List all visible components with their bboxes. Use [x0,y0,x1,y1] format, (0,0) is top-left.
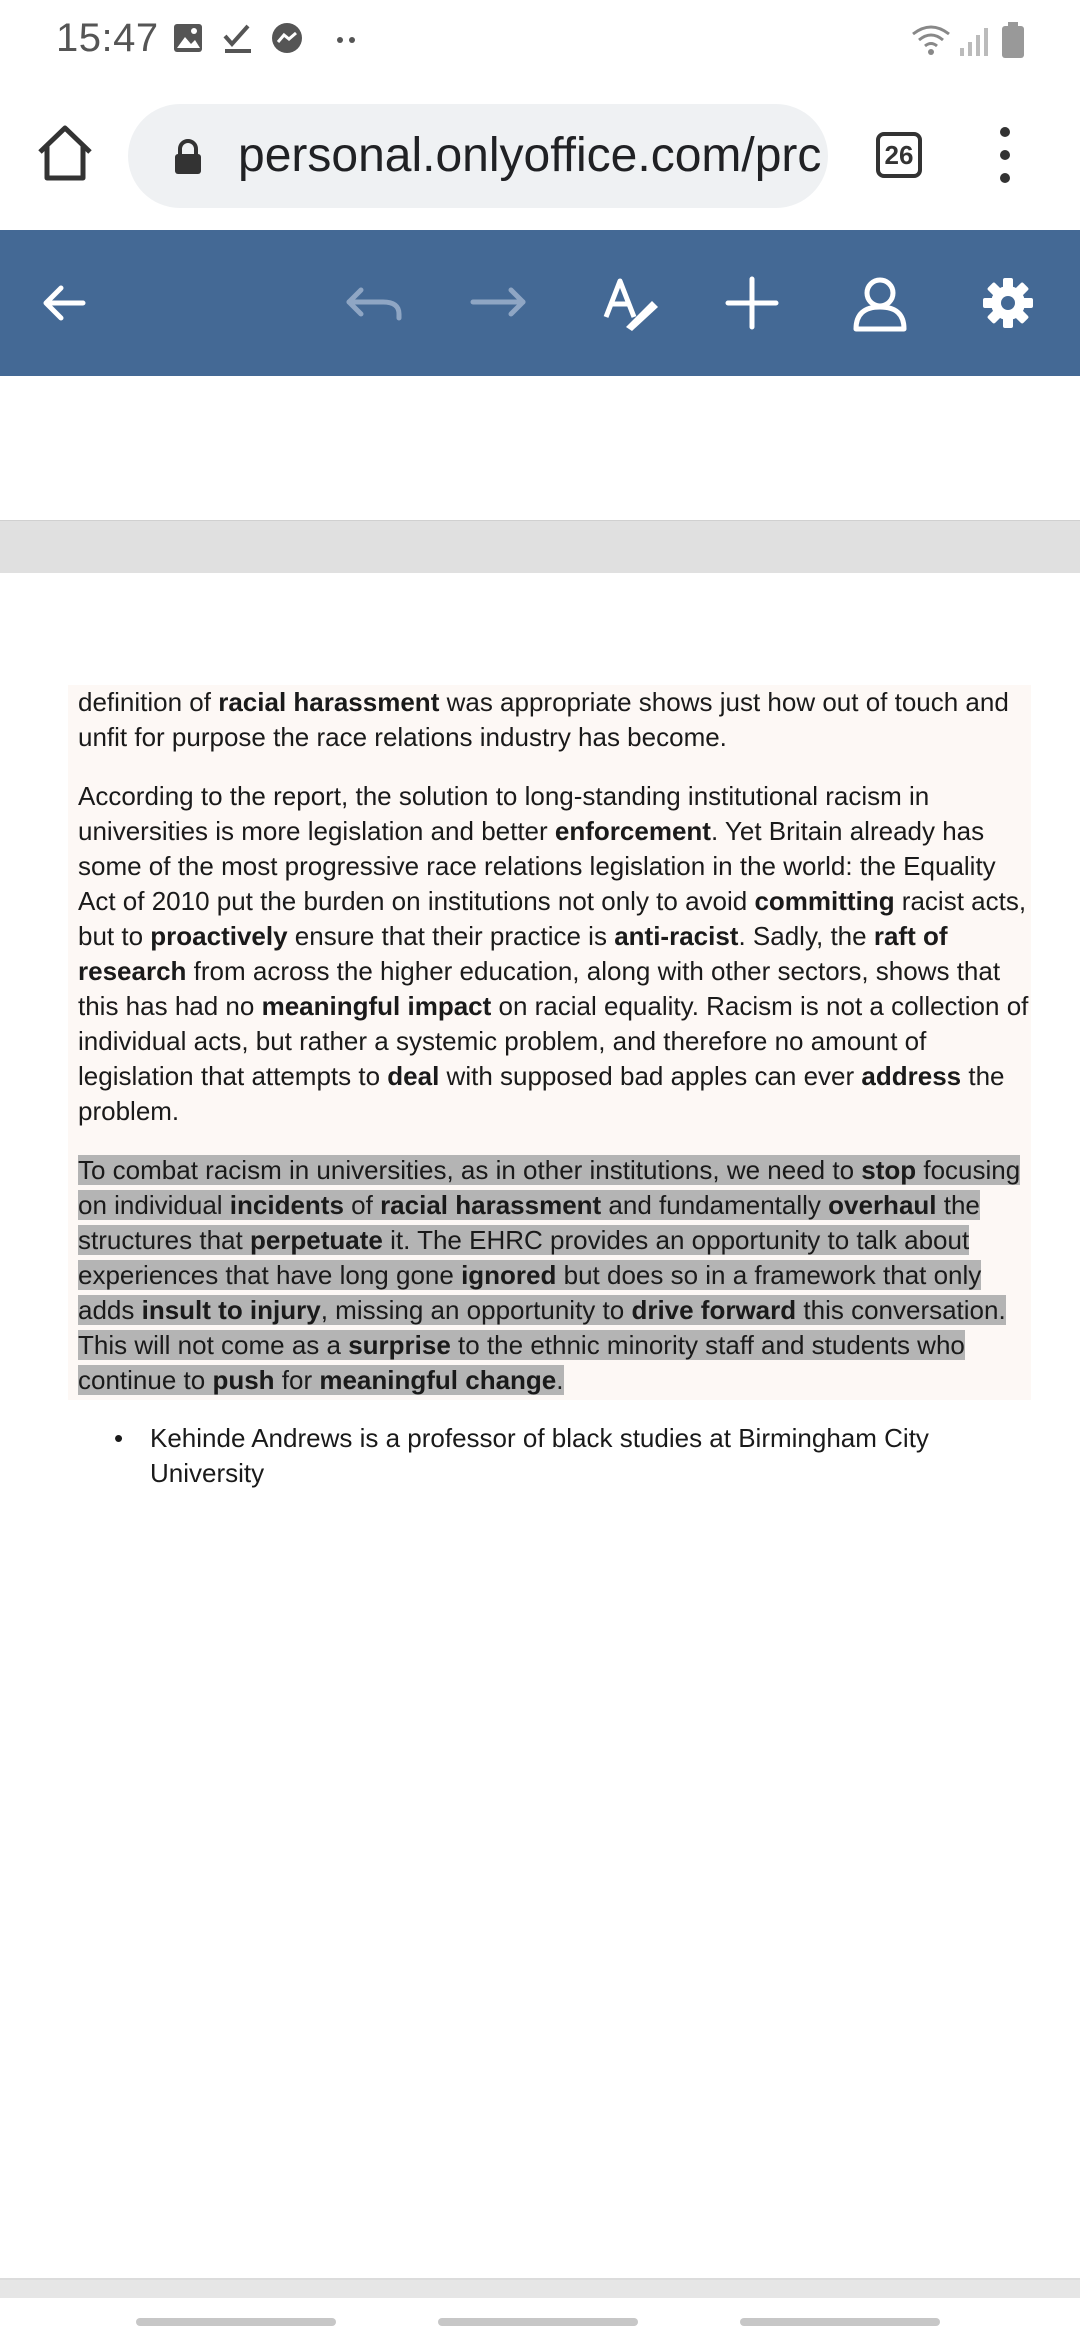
page-indicator-2[interactable] [438,2318,638,2326]
add-button[interactable] [712,263,792,343]
bottom-scroll-area [0,2278,1080,2342]
settings-button[interactable] [968,263,1048,343]
paragraph-1[interactable]: definition of racial harassment was appropriate shows just how out of touch and unfit for purpose the race relations industry has become. [78,687,1009,752]
user-icon [851,273,909,333]
list-item[interactable]: Kehinde Andrews is a professor of black studies at Birmingham City University [150,1423,929,1488]
bullet-marker: • [114,1423,124,1453]
browser-menu-icon[interactable] [990,120,1020,190]
scroll-strip [0,2280,1080,2298]
signal-icon [958,22,990,58]
text-format-icon [600,273,660,333]
wifi-icon [910,22,952,58]
user-button[interactable] [840,263,920,343]
more-dots-icon [334,22,360,54]
text-format-button[interactable] [590,263,670,343]
add-icon [724,275,780,331]
status-time: 15:47 [56,16,159,60]
undo-icon [343,278,405,328]
check-icon [222,22,254,54]
paragraph-3-selected[interactable] [78,1153,1038,1398]
ruler-strip [0,520,1080,574]
redo-icon [467,278,529,328]
undo-button[interactable] [334,263,414,343]
document-page[interactable] [0,573,1080,2278]
settings-icon [981,276,1035,330]
url-text[interactable]: personal.onlyoffice.com/prc [238,129,822,182]
paragraph-2[interactable]: According to the report, the solution to long-standing institutional racism in universities is more legislation and better enforcement. Yet Britain already has some of the most progressive race relations legislation in the world: the Equality Act of 2010 put the burden on institutions not only to avoid committing racist acts, but to proactively ensure that their practice is anti-racist. Sadly, the raft of research from across the higher education, along with other sectors, shows that this has had no meaningful impact on racial equality. Racism is not a collection of individual acts, but rather a systemic problem, and therefore no amount of legislation that attempts to deal with supposed bad apples can ever address the problem. [78,781,1029,1126]
messenger-icon [270,22,304,56]
home-icon[interactable] [30,118,100,188]
page-indicator-1[interactable] [136,2318,336,2326]
address-bar[interactable] [128,104,828,208]
editor-toolbar [0,230,1080,376]
image-icon [172,22,204,54]
tab-switcher-button[interactable]: 26 [876,132,922,178]
redo-button[interactable] [458,263,538,343]
browser-url-bar [0,82,1080,230]
battery-icon [1000,22,1026,60]
status-bar [0,0,1080,82]
page-indicator-3[interactable] [740,2318,940,2326]
back-arrow-icon [39,278,89,328]
lock-icon [172,138,204,176]
back-button[interactable] [24,263,104,343]
selected-text: To combat racism in universities, as in other institutions, we need to stop focusing on individual incidents of racial harassment and fundamentally overhaul the structures that perpetuate it. The EHRC provides an opportunity to talk about experiences that have long gone ignored but does so in a framework that only adds insult to injury, missing an opportunity to drive forward this conversation. This will not come as a surprise to the ethnic minority staff and students who continue to push for meaningful change. [78,1155,1021,1395]
